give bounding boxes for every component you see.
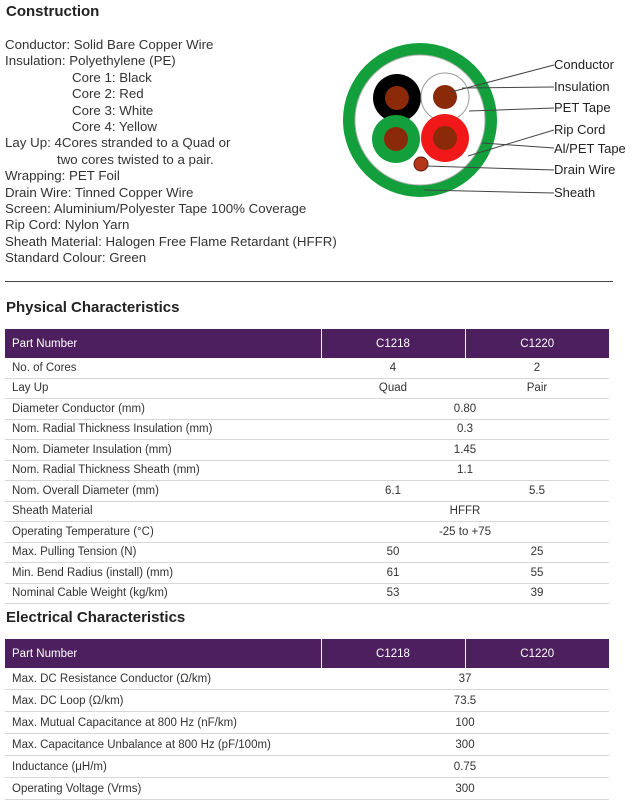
conductor-white-core (433, 85, 457, 109)
cell-both: 0.75 (321, 756, 609, 778)
label-insulation: Insulation (554, 79, 610, 94)
table-row (5, 460, 609, 481)
row-label: Max. Mutual Capacitance at 800 Hz (nF/km) (5, 712, 321, 734)
spec-line: Drain Wire: Tinned Copper Wire (5, 184, 194, 200)
construction-spec-list (5, 37, 337, 267)
table-row (5, 399, 609, 420)
row-label: No. of Cores (5, 358, 321, 378)
table-header-row (5, 639, 609, 668)
table-row (5, 419, 609, 440)
label-al-pet-tape: Al/PET Tape (554, 141, 626, 156)
label-conductor: Conductor (554, 57, 614, 72)
spec-line: Wrapping: PET Foil (5, 168, 120, 184)
cell-c1218: 4 (321, 358, 465, 378)
spec-line: Conductor: Solid Bare Copper Wire (5, 37, 214, 52)
column-header: C1218 (321, 329, 465, 358)
table-row (5, 440, 609, 461)
conductor-yellow-core (384, 127, 408, 151)
row-label: Max. DC Resistance Conductor (Ω/km) (5, 668, 321, 690)
cell-c1218: 53 (321, 583, 465, 604)
column-header: C1220 (465, 329, 609, 358)
row-label: Inductance (μH/m) (5, 756, 321, 778)
cell-c1220: 25 (465, 542, 609, 563)
label-rip-cord: Rip Cord (554, 122, 606, 137)
table-row (5, 542, 609, 563)
row-label: Operating Voltage (Vrms) (5, 778, 321, 800)
row-label: Nominal Cable Weight (kg/km) (5, 583, 321, 604)
spec-line: Sheath Material: Halogen Free Flame Retardant (HFFR) (5, 233, 337, 249)
column-header: C1218 (321, 639, 465, 668)
cell-c1218: Quad (321, 378, 465, 399)
table-row (5, 583, 609, 604)
spec-line: Core 1: Black (72, 69, 152, 85)
spec-line: two cores twisted to a pair. (57, 151, 214, 167)
cell-both: 0.3 (321, 419, 609, 440)
construction-heading: Construction (6, 3, 100, 20)
column-header: Part Number (5, 329, 321, 358)
row-label: Operating Temperature (°C) (5, 522, 321, 543)
cell-c1218: 6.1 (321, 481, 465, 502)
spec-line: Core 4: Yellow (72, 119, 158, 135)
table-row (5, 481, 609, 502)
row-label: Sheath Material (5, 501, 321, 522)
electrical-characteristics-table (5, 639, 609, 800)
physical-heading: Physical Characteristics (6, 299, 180, 316)
column-header: C1220 (465, 639, 609, 668)
table-row (5, 358, 609, 378)
spec-line: Screen: Aluminium/Polyester Tape 100% Coverage (5, 201, 307, 217)
row-label: Max. DC Loop (Ω/km) (5, 690, 321, 712)
row-label: Nom. Overall Diameter (mm) (5, 481, 321, 502)
section-divider (5, 281, 613, 282)
table-row (5, 778, 609, 800)
cell-both: 300 (321, 734, 609, 756)
table-row (5, 690, 609, 712)
cell-c1220: 5.5 (465, 481, 609, 502)
label-pet-tape: PET Tape (554, 100, 611, 115)
row-label: Max. Pulling Tension (N) (5, 542, 321, 563)
cell-both: 1.1 (321, 460, 609, 481)
spec-line: Rip Cord: Nylon Yarn (5, 217, 130, 233)
table-row (5, 522, 609, 543)
cell-c1220: Pair (465, 378, 609, 399)
cell-both: 73.5 (321, 690, 609, 712)
electrical-heading: Electrical Characteristics (6, 609, 186, 626)
row-label: Diameter Conductor (mm) (5, 399, 321, 420)
cell-c1218: 61 (321, 563, 465, 584)
conductor-red-core (433, 126, 457, 150)
cell-c1220: 2 (465, 358, 609, 378)
conductor-black-core (385, 86, 409, 110)
spec-line: Core 2: Red (72, 86, 144, 102)
cable-cross-section-diagram (330, 40, 643, 210)
row-label: Nom. Radial Thickness Sheath (mm) (5, 460, 321, 481)
cell-both: 0.80 (321, 399, 609, 420)
row-label: Lay Up (5, 378, 321, 399)
cell-both: 1.45 (321, 440, 609, 461)
cell-both: 300 (321, 778, 609, 800)
cell-c1218: 50 (321, 542, 465, 563)
row-label: Nom. Diameter Insulation (mm) (5, 440, 321, 461)
row-label: Max. Capacitance Unbalance at 800 Hz (pF/100m) (5, 734, 321, 756)
table-row (5, 712, 609, 734)
spec-line: Standard Colour: Green (5, 250, 147, 266)
cell-both: HFFR (321, 501, 609, 522)
cell-c1220: 55 (465, 563, 609, 584)
leader-al-pet-tape (482, 143, 554, 148)
label-drain-wire: Drain Wire (554, 162, 616, 177)
table-row (5, 563, 609, 584)
table-row (5, 378, 609, 399)
table-row (5, 501, 609, 522)
table-row (5, 668, 609, 690)
spec-line: Core 3: White (72, 102, 154, 118)
table-row (5, 756, 609, 778)
cell-c1220: 39 (465, 583, 609, 604)
table-row (5, 734, 609, 756)
cell-both: -25 to +75 (321, 522, 609, 543)
spec-line: Insulation: Polyethylene (PE) (5, 53, 176, 69)
table-header-row (5, 329, 609, 358)
physical-characteristics-table (5, 329, 609, 604)
spec-line: Lay Up: 4Cores stranded to a Quad or (5, 135, 231, 151)
drain-wire (414, 157, 428, 171)
row-label: Min. Bend Radius (install) (mm) (5, 563, 321, 584)
cell-both: 37 (321, 668, 609, 690)
column-header: Part Number (5, 639, 321, 668)
row-label: Nom. Radial Thickness Insulation (mm) (5, 419, 321, 440)
cell-both: 100 (321, 712, 609, 734)
label-sheath: Sheath (554, 185, 596, 200)
